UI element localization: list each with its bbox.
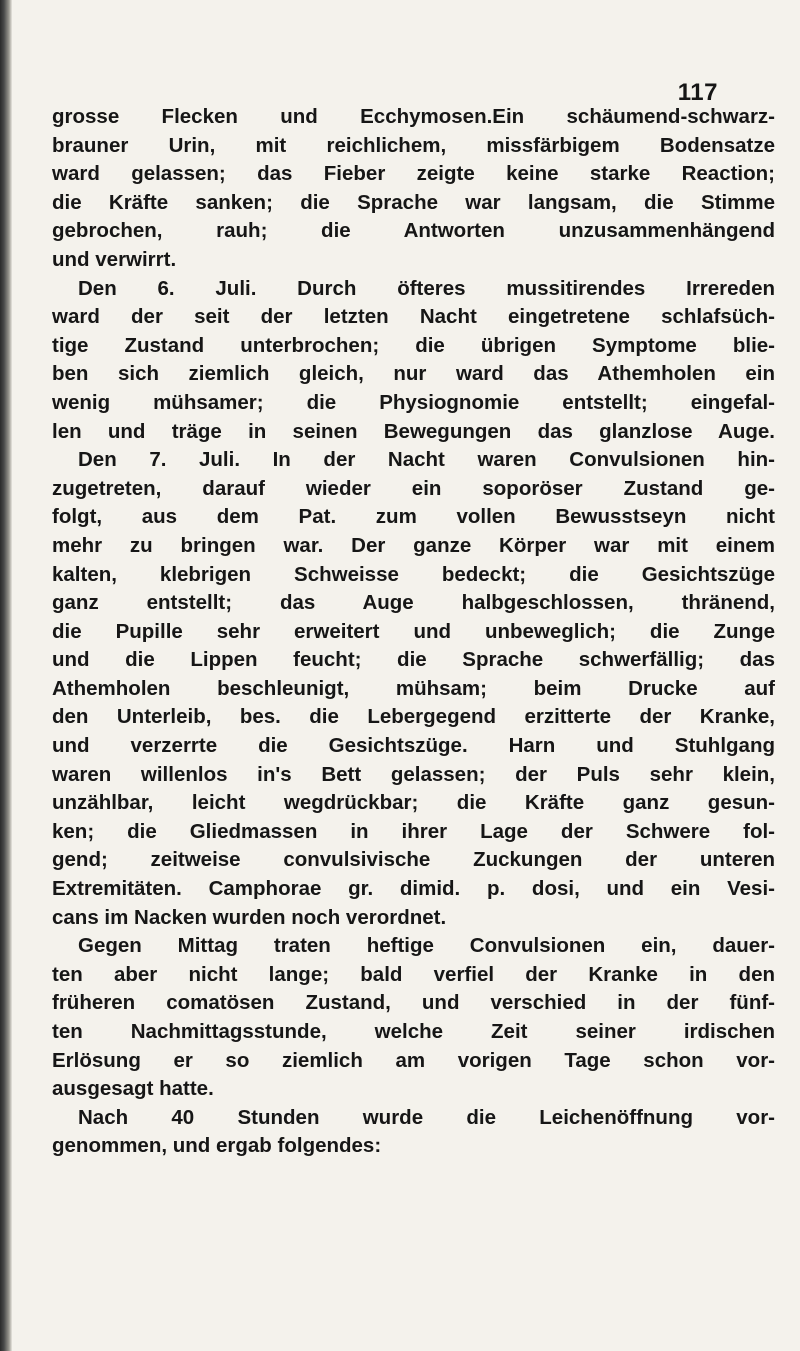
- text-line: unzählbar, leicht wegdrückbar; die Kräfte ganz gesun-: [52, 791, 775, 815]
- text-line: tige Zustand unterbrochen; die übrigen Symptome blie-: [52, 333, 775, 357]
- text-line: Nach 40 Stunden wurde die Leichenöffnung vor-: [78, 1105, 775, 1129]
- text-line: ten Nachmittagsstunde, welche Zeit seiner irdischen: [52, 1020, 775, 1043]
- text-line: Athemholen beschleunigt, mühsam; beim Drucke auf: [52, 676, 775, 700]
- page-number: 117: [677, 79, 718, 106]
- text-line: ward der seit der letzten Nacht eingetretene schlafsüch-: [52, 305, 775, 329]
- text-line: die Kräfte sanken; die Sprache war langsam, die Stimme: [52, 190, 775, 214]
- text-line: grosse Flecken und Ecchymosen.Ein schäumend-schwarz-: [52, 105, 775, 128]
- text-line: früheren comatösen Zustand, und verschied in der fünf-: [52, 991, 775, 1015]
- text-line: ward gelassen; das Fieber zeigte keine starke Reaction;: [52, 162, 775, 186]
- text-line: mehr zu bringen war. Der ganze Körper war mit einem: [52, 533, 775, 557]
- page-body-text: [52, 103, 775, 1161]
- text-line: zugetreten, darauf wieder ein soporöser Zustand ge-: [52, 476, 775, 500]
- text-line: gend; zeitweise convulsivische Zuckungen der unteren: [52, 848, 775, 872]
- text-line: gebrochen, rauh; die Antworten unzusammenhängend: [52, 219, 775, 243]
- text-line: Gegen Mittag traten heftige Convulsionen ein, dauer-: [78, 934, 775, 958]
- text-line: len und träge in seinen Bewegungen das glanzlose Auge.: [52, 419, 775, 443]
- text-line: Den 7. Juli. In der Nacht waren Convulsionen hin-: [78, 448, 775, 472]
- text-line: und verzerrte die Gesichtszüge. Harn und Stuhlgang: [52, 734, 775, 758]
- text-line: und die Lippen feucht; die Sprache schwerfällig; das: [52, 648, 775, 672]
- text-line: ken; die Gliedmassen in ihrer Lage der Schwere fol-: [52, 819, 775, 843]
- text-line: ten aber nicht lange; bald verfiel der Kranke in den: [52, 962, 775, 986]
- text-line: ben sich ziemlich gleich, nur ward das Athemholen ein: [52, 362, 775, 386]
- book-binding-edge: [0, 0, 12, 1351]
- text-line: Erlösung er so ziemlich am vorigen Tage schon vor-: [52, 1048, 775, 1072]
- text-line: folgt, aus dem Pat. zum vollen Bewusstseyn nicht: [52, 505, 775, 529]
- text-line: Extremitäten. Camphorae gr. dimid. p. dosi, und ein Vesi-: [52, 877, 775, 901]
- text-line: wenig mühsamer; die Physiognomie entstellt; eingefal-: [52, 390, 775, 414]
- text-line: und verwirrt.: [52, 247, 177, 271]
- text-line: brauner Urin, mit reichlichem, missfärbigem Bodensatze: [52, 133, 775, 157]
- text-line: den Unterleib, bes. die Lebergegend erzitterte der Kranke,: [52, 705, 775, 729]
- text-line: cans im Nacken wurden noch verordnet.: [52, 905, 447, 929]
- text-line: kalten, klebrigen Schweisse bedeckt; die Gesichtszüge: [52, 562, 775, 586]
- text-line: die Pupille sehr erweitert und unbeweglich; die Zunge: [52, 619, 775, 643]
- text-line: Den 6. Juli. Durch öfteres mussitirendes Irrereden: [78, 276, 775, 300]
- text-line: genommen, und ergab folgendes:: [52, 1134, 382, 1158]
- text-line: ganz entstellt; das Auge halbgeschlossen, thränend,: [52, 591, 775, 615]
- text-line: ausgesagt hatte.: [52, 1077, 214, 1101]
- text-line: waren willenlos in's Bett gelassen; der Puls sehr klein,: [52, 762, 775, 786]
